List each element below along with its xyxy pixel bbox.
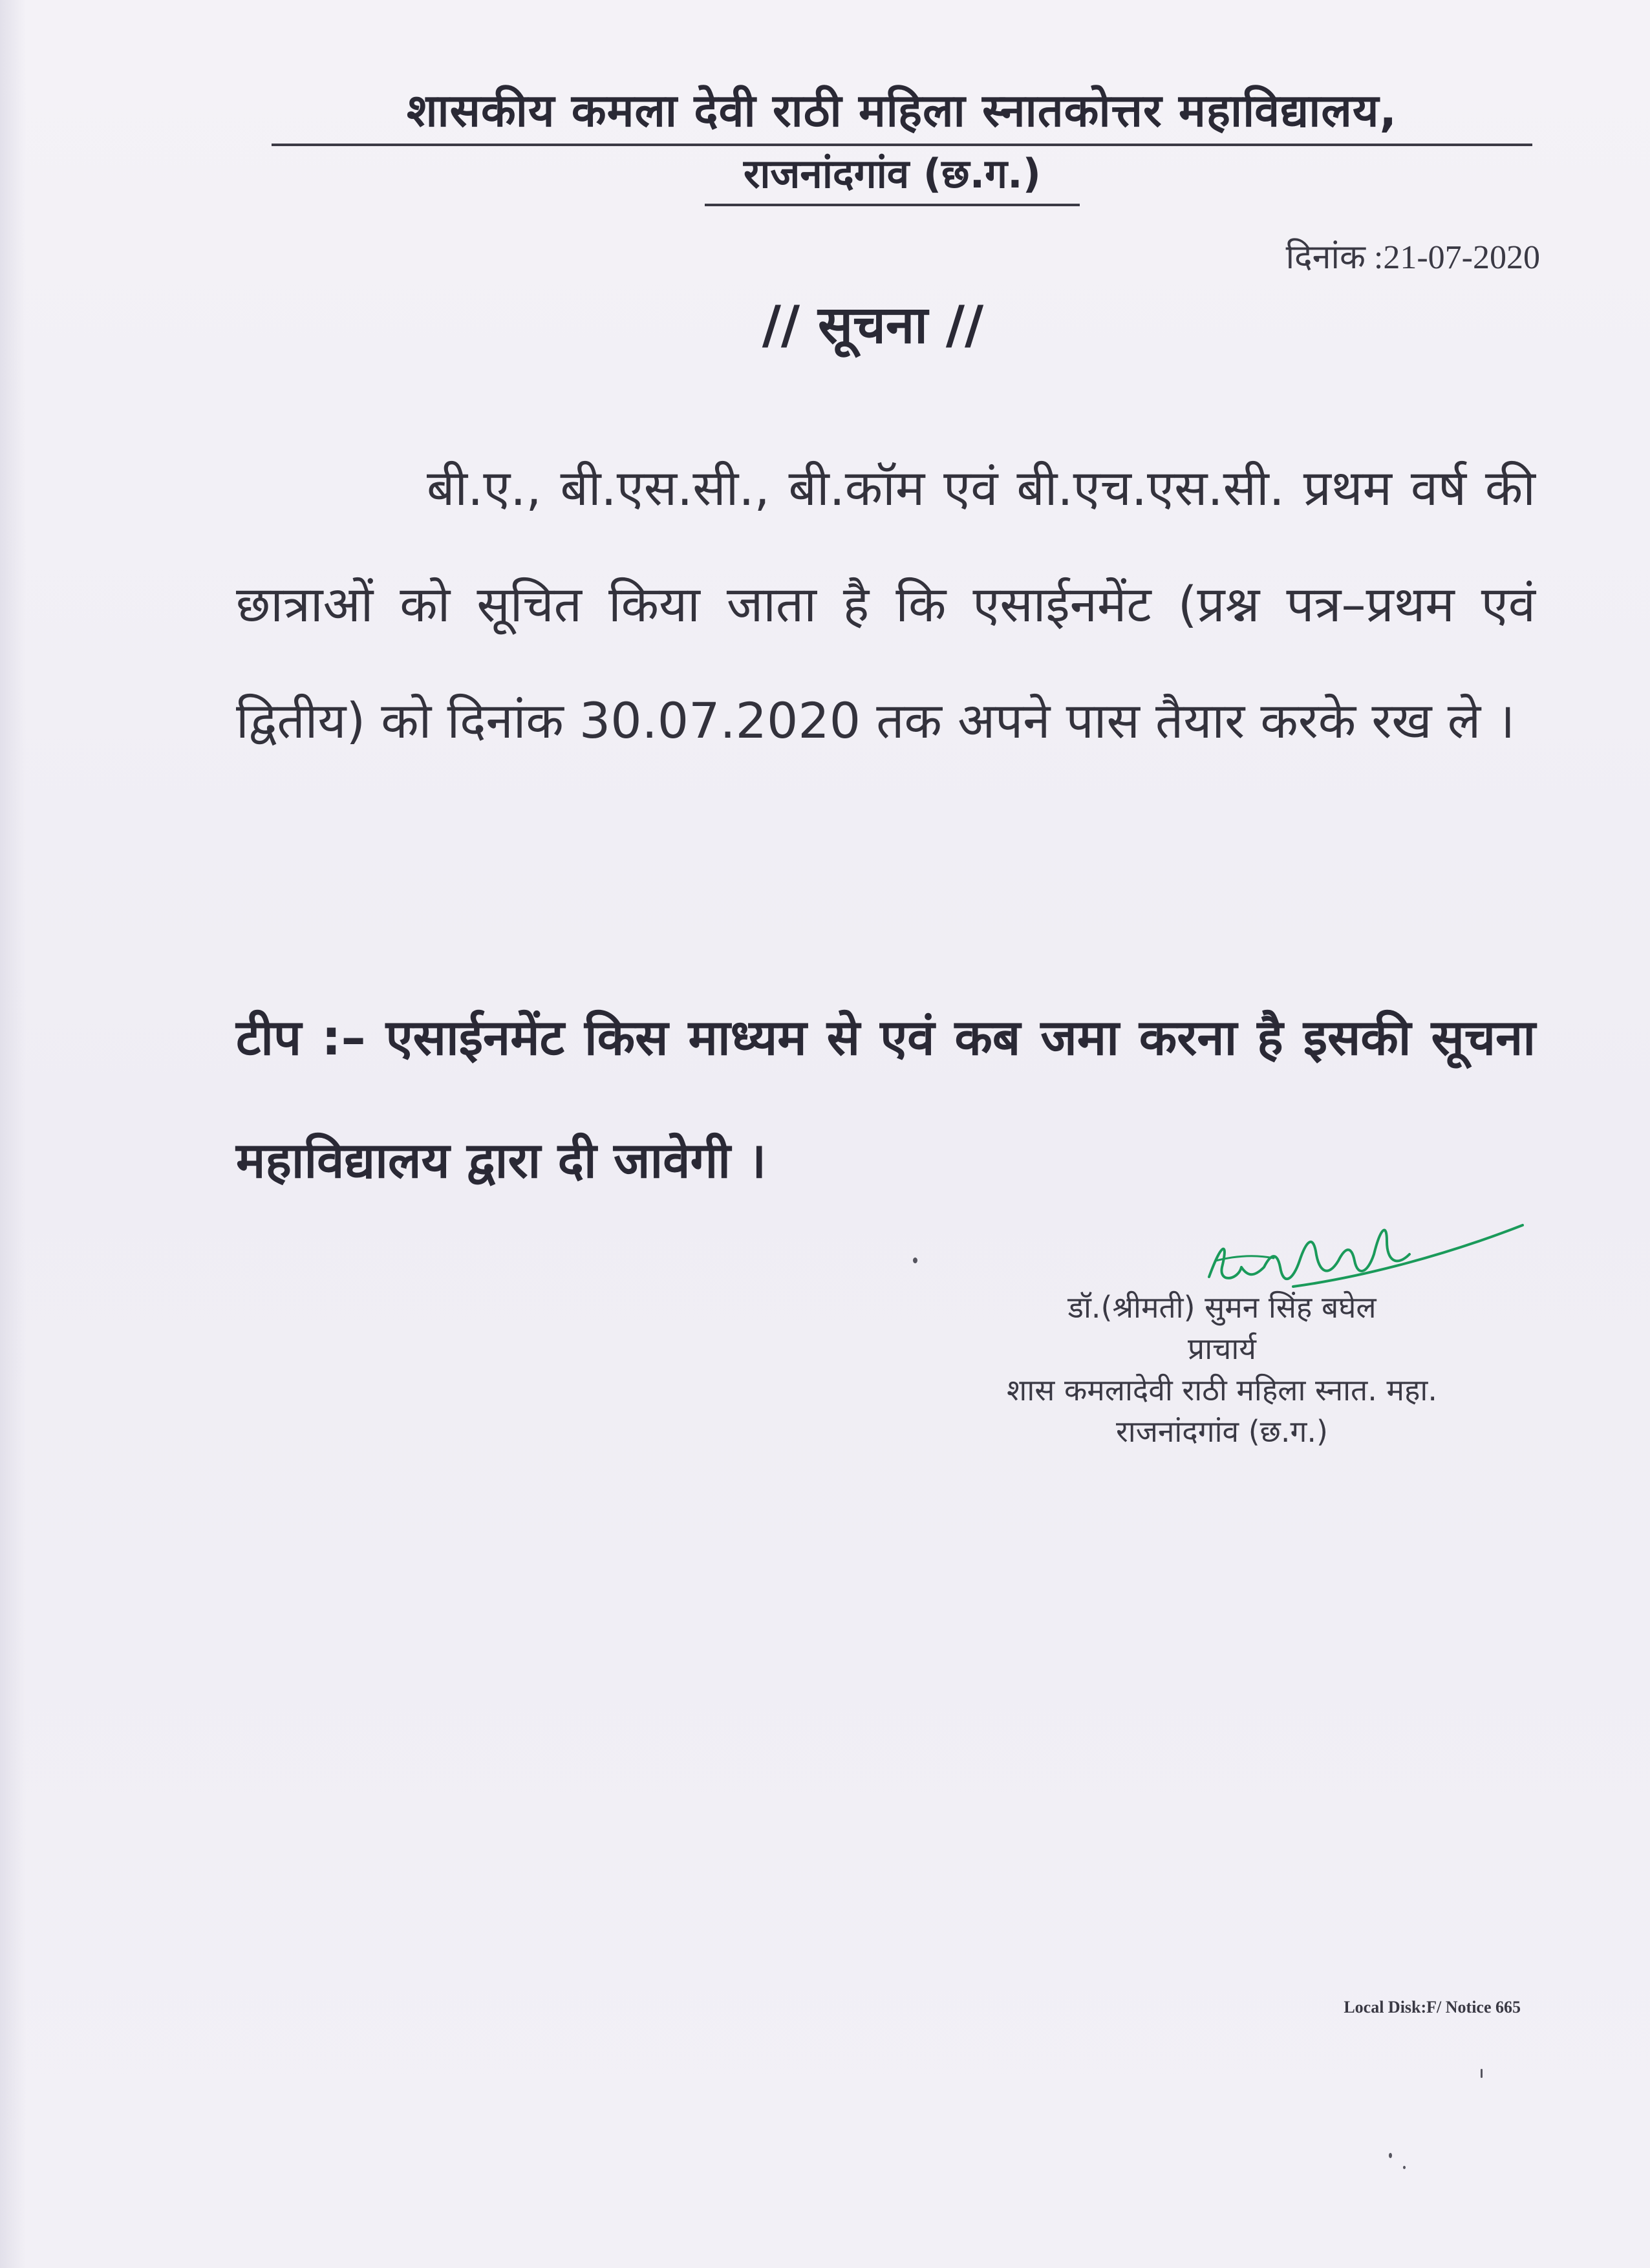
college-name-heading: शासकीय कमला देवी राठी महिला स्नातकोत्तर महाविद्यालय, <box>272 78 1532 146</box>
college-location-heading: राजनांदगांव (छ.ग.) <box>705 145 1080 206</box>
scan-speck <box>1403 2166 1406 2169</box>
file-reference: Local Disk:F/ Notice 665 <box>1344 1998 1521 2017</box>
signatory-name: डॉ.(श्रीमती) सुमन सिंह बघेल <box>1067 1290 1377 1325</box>
signatory-place: राजनांदगांव (छ.ग.) <box>1115 1414 1329 1449</box>
notice-body <box>236 430 1536 779</box>
signatory-block <box>931 1287 1513 1452</box>
scan-speck <box>1389 2153 1392 2158</box>
scan-speck <box>913 1257 917 1263</box>
scan-speck <box>1481 2069 1483 2078</box>
notice-title: // सूचना // <box>762 295 984 355</box>
signatory-designation: प्राचार्य <box>1188 1331 1256 1366</box>
signatory-institution: शास कमलादेवी राठी महिला स्नात. महा. <box>1007 1373 1437 1407</box>
notice-tip: टीप :– एसाईनमेंट किस माध्यम से एवं कब जमा करना है इसकी सूचना महाविद्यालय द्वारा दी जावेगी । <box>236 1009 1536 1189</box>
notice-date: दिनांक :21-07-2020 <box>1285 239 1540 276</box>
scan-edge-shadow <box>0 0 26 2268</box>
notice-body-text: बी.ए., बी.एस.सी., बी.कॉम एवं बी.एच.एस.सी. प्रथम वर्ष की छात्राओं को सूचित किया जाता है कि एसाईनमेंट (प्रश्न पत्र–प्रथम एवं द्वितीय) को दिनांक 30.07.2020 तक अपने पास तैयार करके रख ले । <box>236 459 1536 749</box>
